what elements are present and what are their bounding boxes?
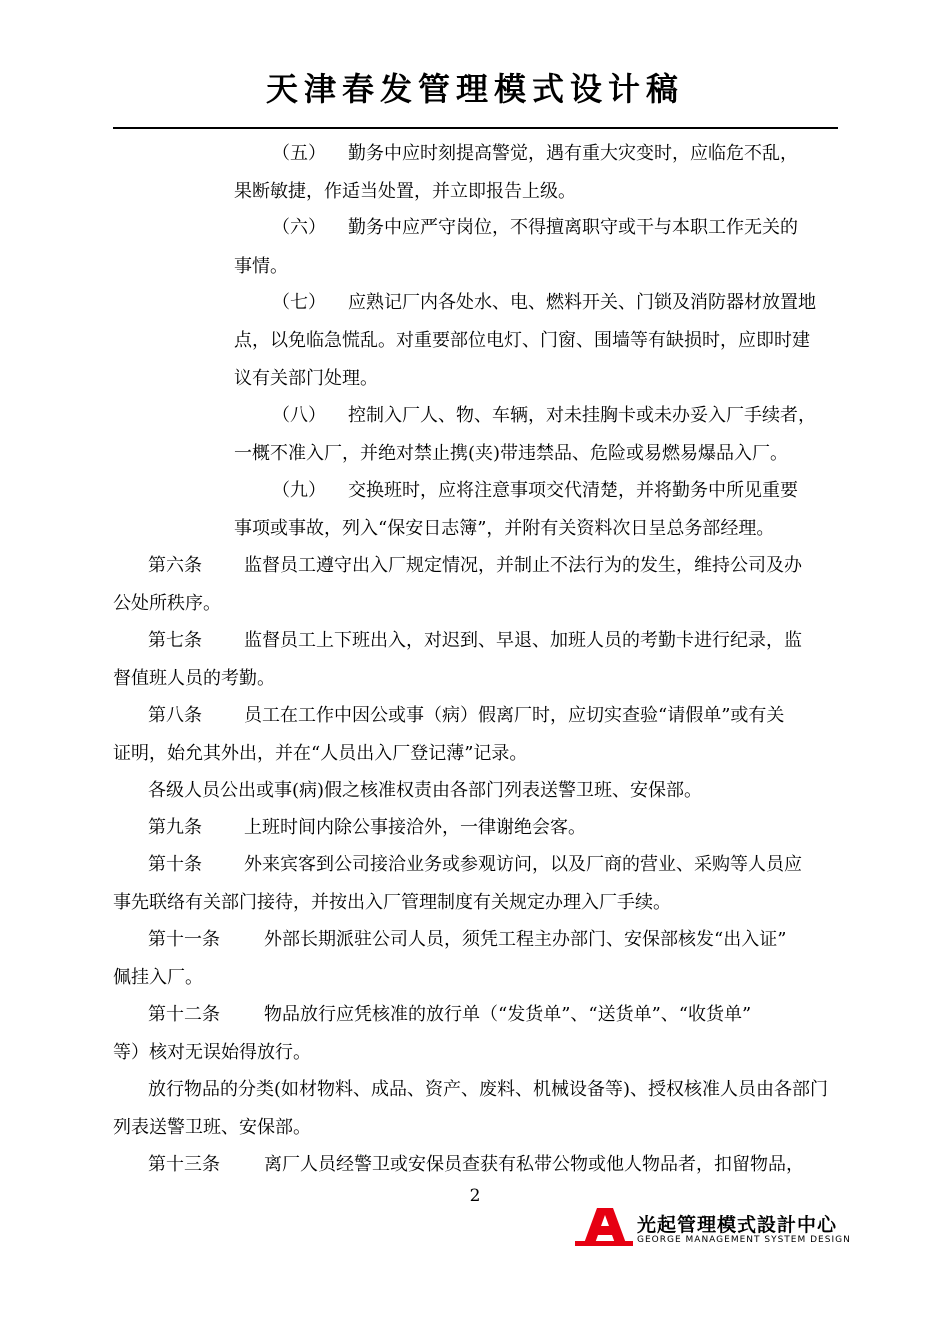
article-12-label: 第十二条 [148, 1004, 220, 1025]
logo-a-shape [583, 1208, 627, 1246]
item-6-number: （六） [272, 217, 326, 238]
article-13-label: 第十三条 [148, 1154, 220, 1175]
footer-logo [575, 1208, 851, 1252]
item-5-number: （五） [272, 143, 326, 164]
article-7-line-2: 督值班人员的考勤。 [113, 668, 275, 689]
article-12-paragraph-line-2: 列表送警卫班、安保部。 [113, 1117, 311, 1138]
item-7-line-2: 点，以免临急慌乱。对重要部位电灯、门窗、围墙等有缺损时，应即时建 [234, 330, 810, 351]
article-9-label: 第九条 [148, 817, 202, 838]
article-9-line-1: 第九条 上班时间内除公事接洽外，一律谢绝会客。 [148, 815, 586, 841]
article-11-line-1: 第十一条 外部长期派驻公司人员，须凭工程主办部门、安保部核发“出入证” [148, 927, 786, 953]
item-7-line-3: 议有关部门处理。 [234, 368, 378, 389]
item-6-line-1: （六） 勤务中应严守岗位，不得擅离职守或干与本职工作无关的 [272, 215, 798, 241]
article-12-paragraph-line-1: 放行物品的分类(如材物料、成品、资产、废料、机械设备等)、授权核准人员由各部门 [148, 1079, 829, 1100]
header-divider [113, 127, 838, 129]
article-8-line-2: 证明，始允其外出，并在“人员出入厂登记薄”记录。 [113, 743, 528, 764]
logo-subtitle: GEORGE MANAGEMENT SYSTEM DESIGN [637, 1235, 851, 1245]
article-11-line-2: 佩挂入厂。 [113, 967, 203, 988]
item-5-line-2: 果断敏捷，作适当处置，并立即报告上级。 [234, 181, 576, 202]
article-8-label: 第八条 [148, 705, 202, 726]
item-8-line-2: 一概不准入厂，并绝对禁止携(夹)带违禁品、危险或易燃易爆品入厂。 [234, 443, 789, 464]
item-9-line-2: 事项或事故，列入“保安日志簿”，并附有关资料次日呈总务部经理。 [234, 518, 775, 539]
item-9-number: （九） [272, 480, 326, 501]
article-12-line-1: 第十二条 物品放行应凭核准的放行单（“发货单”、“送货单”、“收货单” [148, 1002, 751, 1028]
page-header-title: 天津春发管理模式设计稿 [265, 70, 684, 108]
article-8-paragraph: 各级人员公出或事(病)假之核准权责由各部门列表送警卫班、安保部。 [148, 780, 703, 801]
article-7-line-1: 第七条 监督员工上下班出入，对迟到、早退、加班人员的考勤卡进行纪录，监 [148, 628, 802, 654]
item-9-line-1: （九） 交换班时，应将注意事项交代清楚，并将勤务中所见重要 [272, 478, 798, 504]
article-6-line-1: 第六条 监督员工遵守出入厂规定情况，并制止不法行为的发生，维持公司及办 [148, 553, 802, 579]
article-8-line-1: 第八条 员工在工作中因公或事（病）假离厂时，应切实查验“请假单”或有关 [148, 703, 784, 729]
logo-a-icon [575, 1208, 635, 1248]
logo-bar [575, 1241, 633, 1246]
item-8-number: （八） [272, 405, 326, 426]
item-5-line-1: （五） 勤务中应时刻提高警觉，遇有重大灾变时，应临危不乱， [272, 141, 798, 167]
page-number: 2 [469, 1186, 481, 1206]
article-10-label: 第十条 [148, 854, 202, 875]
item-8-line-1: （八） 控制入厂人、物、车辆，对未挂胸卡或未办妥入厂手续者， [272, 403, 816, 429]
logo-name: 光起管理模式設計中心 [637, 1214, 838, 1236]
article-10-line-2: 事先联络有关部门接待，并按出入厂管理制度有关规定办理入厂手续。 [113, 892, 671, 913]
article-12-line-2: 等）核对无误始得放行。 [113, 1042, 311, 1063]
article-6-line-2: 公处所秩序。 [113, 593, 221, 614]
article-10-line-1: 第十条 外来宾客到公司接洽业务或参观访问，以及厂商的营业、采购等人员应 [148, 852, 802, 878]
item-7-number: （七） [272, 292, 326, 313]
article-11-label: 第十一条 [148, 929, 220, 950]
item-6-line-2: 事情。 [234, 256, 288, 277]
article-13-line-1: 第十三条 离厂人员经警卫或安保员查获有私带公物或他人物品者，扣留物品， [148, 1152, 804, 1178]
article-6-label: 第六条 [148, 555, 202, 576]
article-7-label: 第七条 [148, 630, 202, 651]
item-7-line-1: （七） 应熟记厂内各处水、电、燃料开关、门锁及消防器材放置地 [272, 290, 816, 316]
